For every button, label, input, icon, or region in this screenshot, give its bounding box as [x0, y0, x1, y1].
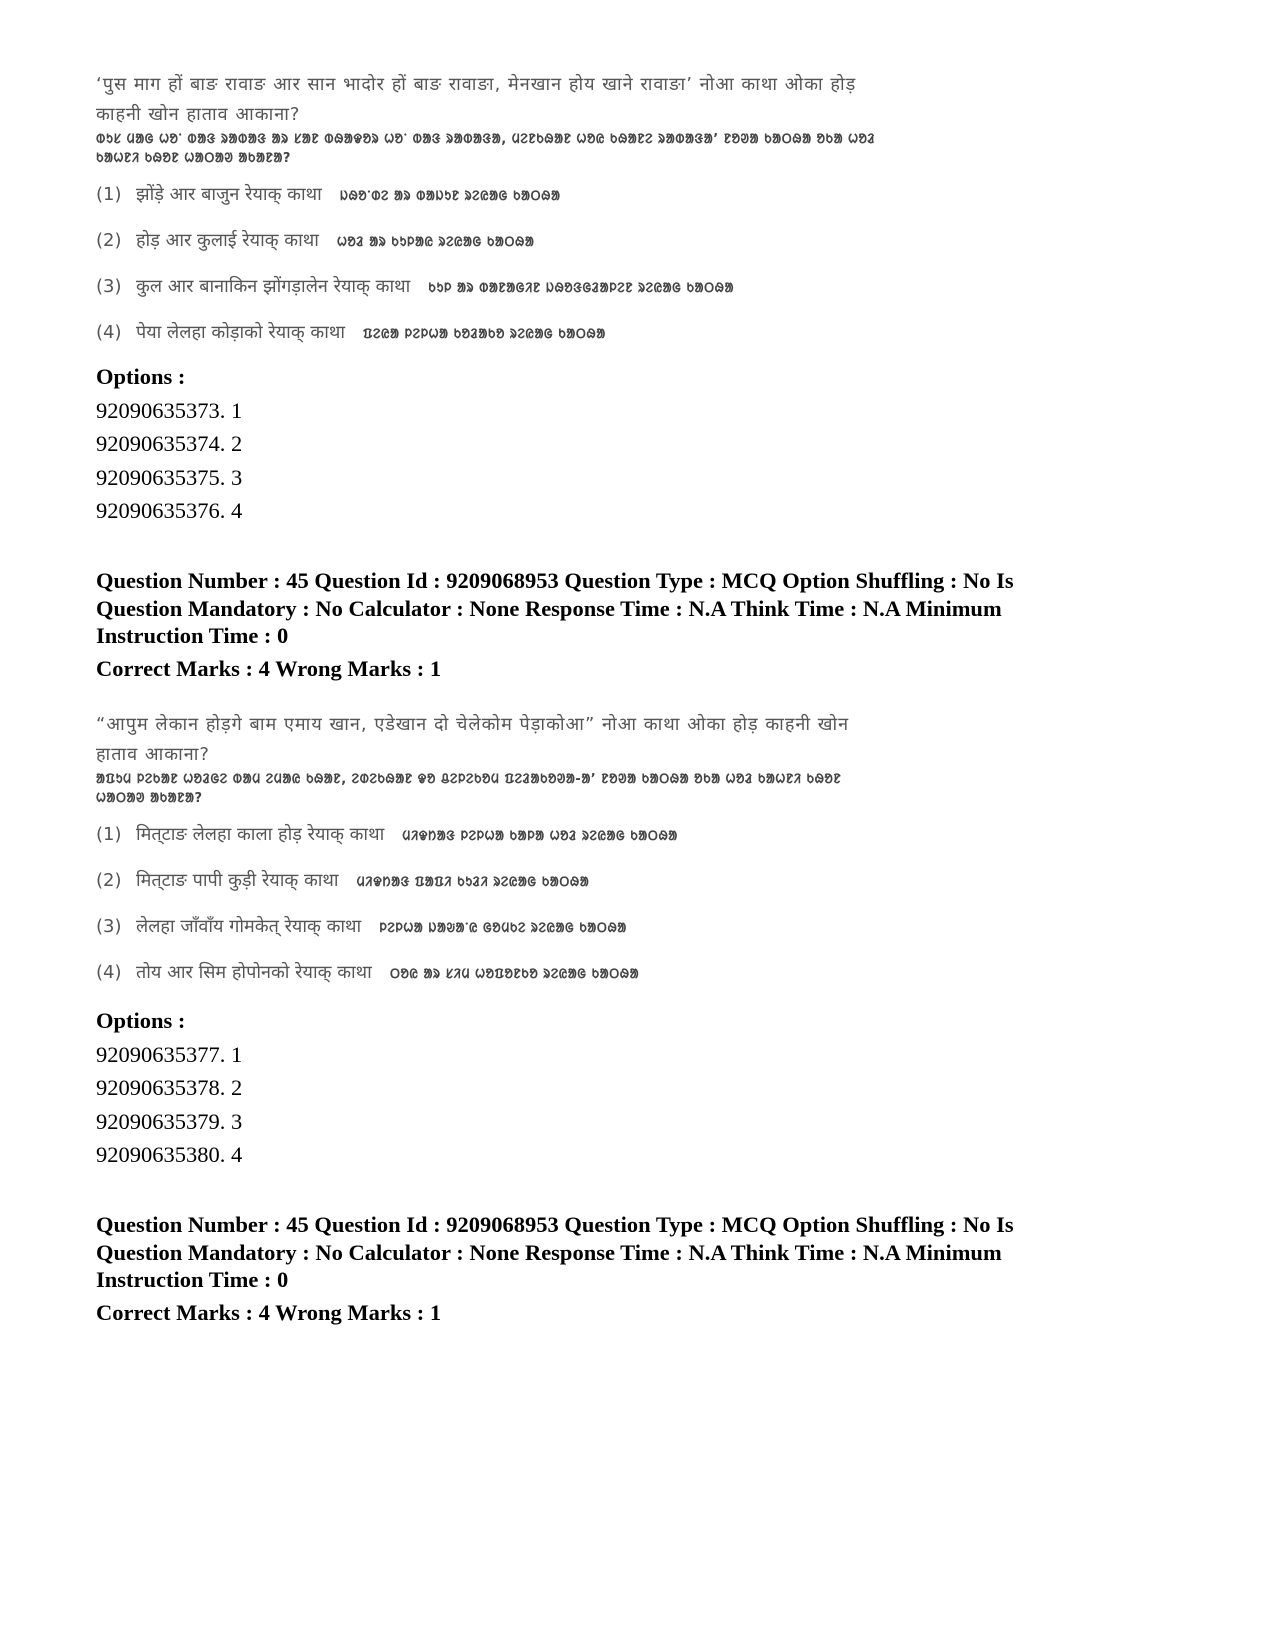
option-number: (3) — [96, 276, 122, 297]
question-option — [96, 868, 956, 914]
metadata-line: Question Mandatory : No Calculator : None Response Time : N.A Think Time : N.A Minimum — [96, 1239, 1002, 1265]
marks-line: Correct Marks : 4 Wrong Marks : 1 — [96, 655, 442, 681]
question-option — [96, 960, 956, 1006]
metadata-line: Question Mandatory : No Calculator : None Response Time : N.A Think Time : N.A Minimum — [96, 595, 1002, 621]
question-option — [96, 228, 956, 274]
option-number: (2) — [96, 230, 122, 251]
metadata-line: Instruction Time : 0 — [96, 623, 289, 648]
question-metadata — [96, 1211, 1196, 1326]
option-text-hindi: तोय आर सिम होपोनको रेयाक् काथा — [136, 962, 372, 983]
answer-option: 92090635374. 2 — [96, 431, 243, 456]
option-text-hindi: मित्‌टाङ लेलहा काला होड़ रेयाक् काथा — [136, 824, 385, 845]
question-option — [96, 182, 956, 228]
option-text-olchiki: ᱠᱩᱞ ᱟᱨ ᱵᱟᱱᱟᱜᱤᱱ ᱡᱷᱚᱝᱜᱲᱟᱞᱮᱱ ᱨᱮᱭᱟᱜ ᱠᱟᱛᱷᱟ — [428, 281, 734, 296]
answer-option: 92090635378. 2 — [96, 1075, 243, 1100]
options-heading: Options : — [96, 1008, 186, 1033]
options-list — [96, 1004, 1096, 1172]
question-text-olchiki: ᱠᱟᱦᱱᱤ ᱠᱷᱚᱱ ᱦᱟᱛᱟᱣ ᱟᱠᱟᱱᱟ? — [96, 151, 291, 166]
option-number: (4) — [96, 322, 122, 343]
question-text-olchiki: ᱵᱩᱥ ᱢᱟᱜ ᱦᱚᱸ ᱵᱟᱝ ᱨᱟᱵᱟᱝ ᱟᱨ ᱥᱟᱱ ᱵᱷᱟᱫᱚᱨ ᱦᱚᱸ ᱵᱟᱝ ᱨᱟᱵᱟᱝᱟ, ᱢᱮᱱᱠᱷᱟᱱ ᱦᱚᱭ ᱠᱷᱟᱱᱮ ᱨᱟᱵᱟᱝᱟ’ ᱱᱚᱣᱟ ᱠᱟᱛᱷᱟ ᱚᱠᱟ ᱦᱚᱲ — [96, 132, 876, 147]
answer-option: 92090635376. 4 — [96, 498, 243, 523]
question-option — [96, 822, 956, 868]
option-number: (4) — [96, 962, 122, 983]
question-text-hindi: काहनी खोन हाताव आकाना? — [96, 104, 301, 125]
option-text-hindi: पेया लेलहा कोड़ाको रेयाक् काथा — [136, 322, 346, 343]
question-text-hindi: “आपुम लेकान होड़गे बाम एमाय खान, एडेखान दो चेलेकोम पेड़ाकोआ” नोआ काथा ओका होड़ काहनी खोन — [96, 714, 850, 735]
question-text-hindi: हाताव आकाना? — [96, 744, 210, 765]
question-image — [96, 710, 956, 1006]
question-text-olchiki: ᱟᱯᱩᱢ ᱞᱮᱠᱟᱱ ᱦᱚᱲᱜᱮ ᱵᱟᱢ ᱮᱢᱟᱭ ᱠᱷᱟᱱ, ᱮᱰᱮᱠᱷᱟᱱ ᱫᱚ ᱪᱮᱞᱮᱠᱚᱢ ᱯᱮᱲᱟᱠᱚᱣᱟ-ᱟ’ ᱱᱚᱣᱟ ᱠᱟᱛᱷᱟ ᱚᱠᱟ ᱦᱚᱲ ᱠᱟᱦᱱᱤ ᱠᱷᱚᱱ — [96, 772, 842, 787]
answer-option: 92090635373. 1 — [96, 397, 243, 423]
question-text-olchiki: ᱦᱟᱛᱟᱣ ᱟᱠᱟᱱᱟ? — [96, 791, 203, 806]
option-text-olchiki: ᱛᱚᱭ ᱟᱨ ᱥᱤᱢ ᱦᱚᱯᱚᱱᱠᱚ ᱨᱮᱭᱟᱜ ᱠᱟᱛᱷᱟ — [389, 967, 640, 982]
answer-option: 92090635377. 1 — [96, 1041, 243, 1067]
question-metadata — [96, 567, 1196, 682]
option-number: (3) — [96, 916, 122, 937]
answer-option: 92090635375. 3 — [96, 464, 243, 490]
option-text-olchiki: ᱦᱚᱲ ᱟᱨ ᱠᱩᱞᱟᱭ ᱨᱮᱭᱟᱜ ᱠᱟᱛᱷᱟ — [336, 235, 535, 250]
marks-line: Correct Marks : 4 Wrong Marks : 1 — [96, 1299, 442, 1325]
question-text-hindi: ‘पुस माग हों बाङ रावाङ आर सान भादोर हों बाङ रावाङा, मेनखान होय खाने रावाङा’ नोआ काथा ओका होड़ — [96, 74, 857, 95]
option-number: (1) — [96, 824, 122, 845]
answer-option: 92090635380. 4 — [96, 1142, 243, 1167]
answer-option: 92090635379. 3 — [96, 1108, 243, 1134]
option-text-olchiki: ᱞᱮᱞᱦᱟ ᱡᱟᱶᱟᱸᱭ ᱜᱚᱢᱠᱮ ᱨᱮᱭᱟᱜ ᱠᱟᱛᱷᱟ — [379, 921, 627, 936]
question-option — [96, 274, 956, 320]
metadata-line: Instruction Time : 0 — [96, 1267, 289, 1292]
option-number: (1) — [96, 184, 122, 205]
option-text-hindi: मित्‌टाङ पापी कुड़ी रेयाक् काथा — [136, 870, 339, 891]
option-text-hindi: होड़ आर कुलाई रेयाक् काथा — [136, 230, 319, 251]
question-image — [96, 70, 956, 366]
option-text-olchiki: ᱢᱤᱫᱴᱟᱝ ᱯᱟᱯᱤ ᱠᱩᱲᱤ ᱨᱮᱭᱟᱜ ᱠᱟᱛᱷᱟ — [356, 875, 590, 890]
option-number: (2) — [96, 870, 122, 891]
option-text-olchiki: ᱯᱮᱭᱟ ᱞᱮᱞᱦᱟ ᱠᱚᱲᱟᱠᱚ ᱨᱮᱭᱟᱜ ᱠᱟᱛᱷᱟ — [363, 327, 606, 342]
metadata-line: Question Number : 45 Question Id : 9209068953 Question Type : MCQ Option Shuffling : No Is — [96, 568, 1014, 593]
option-text-hindi: झोंड़े आर बाजुन रेयाक् काथा — [136, 184, 322, 205]
options-list — [96, 360, 1096, 528]
metadata-line: Question Number : 45 Question Id : 9209068953 Question Type : MCQ Option Shuffling : No Is — [96, 1212, 1014, 1237]
option-text-olchiki: ᱡᱷᱚᱸᱰᱮ ᱟᱨ ᱵᱟᱡᱩᱱ ᱨᱮᱭᱟᱜ ᱠᱟᱛᱷᱟ — [339, 189, 561, 204]
question-option — [96, 914, 956, 960]
options-heading: Options : — [96, 364, 186, 389]
option-text-hindi: लेलहा जाँवाँय गोमकेत् रेयाक् काथा — [136, 916, 362, 937]
option-text-hindi: कुल आर बानाकिन झोंगड़ालेन रेयाक् काथा — [136, 276, 411, 297]
option-text-olchiki: ᱢᱤᱫᱴᱟᱝ ᱞᱮᱞᱦᱟ ᱠᱟᱞᱟ ᱦᱚᱲ ᱨᱮᱭᱟᱜ ᱠᱟᱛᱷᱟ — [402, 829, 678, 844]
